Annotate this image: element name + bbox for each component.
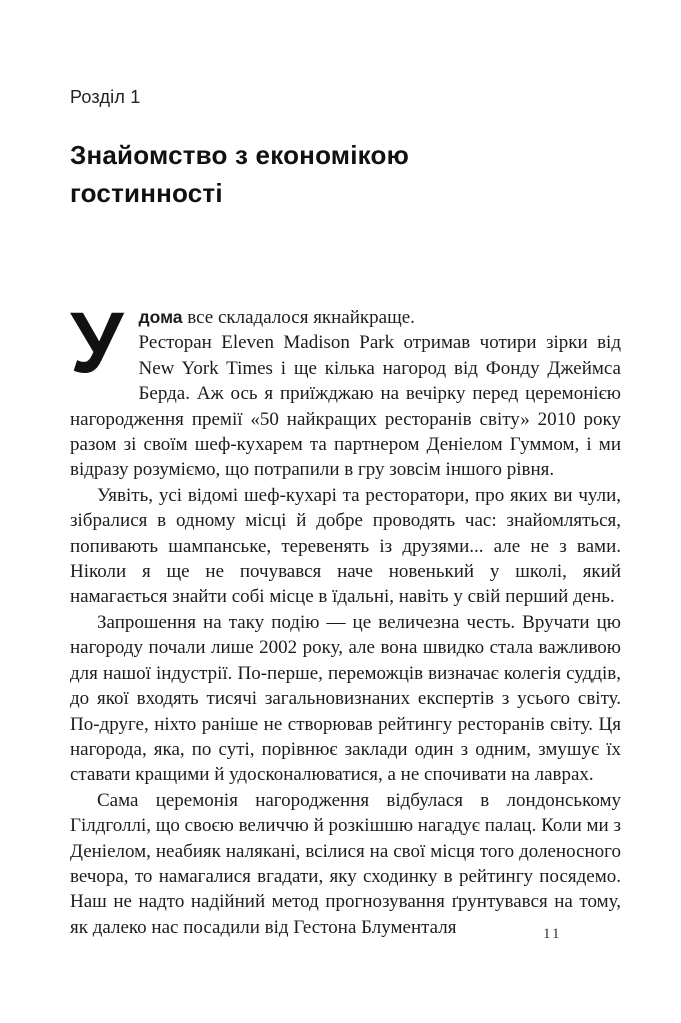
chapter-title: Знайомство з економікою гостинності: [70, 140, 410, 208]
paragraph: Ресторан Eleven Madison Park отримав чотири зірки від New York Times і ще кілька нагород від Фонду Джеймса Берда. Аж ось я приїжджаю на вечірку перед церемонією нагородження премії «50 найкращих ресторанів світу» 2010 року разом зі своїм шеф-кухарем та партнером Деніелом Гуммом, і ми відразу розуміємо, що потрапили в гру зовсім іншого рівня.: [70, 332, 621, 481]
paragraph: Уявіть, усі відомі шеф-кухарі та ресторатори, про яких ви чули, зібралися в одному місці й добре проводять час: знайомляться, попивають шампанське, теревенять із друзями... але не з вами. Ніколи я ще не почувався наче новенький у школі, який намагається знайти собі місце в їдальні, навіть у свій перший день.: [70, 484, 621, 608]
drop-cap: У: [70, 295, 124, 391]
page-number: 11: [543, 926, 562, 942]
paragraph: Сама церемонія нагородження відбулася в лондонському Гілдголлі, що своєю величчю й розкішшю нагадує палац. Коли ми з Деніелом, неабияк налякані, всілися на свої місця того доленосного вечора, то намагалися вгадати, яку сходинку в рейтингу посядемо. Наш не надто надійний метод прогнозування ґрунтувався на тому, як далеко нас посадили від Гестона Блументаля: [70, 789, 621, 938]
opening-rest: все складалося якнайкраще.: [182, 307, 415, 328]
paragraph: Запрошення на таку подію — це величезна честь. Вручати цю нагороду почали лише 2002 року, але вона швидко стала важливою для нашої індустрії. По-перше, переможців визначає колегія суддів, до якої входять тисячі загальновизнаних експертів з усього світу. По-друге, ніхто раніше не створював рейтингу ресторанів світу. Ця нагорода, яка, по суті, порівнює заклади один з одним, змушує їх ставати кращими й удосконалюватися, а не спочивати на лаврах.: [70, 611, 621, 786]
chapter-label: Розділ 1: [70, 87, 141, 107]
opening-bold-word: дома: [138, 307, 183, 327]
body-text: [70, 295, 621, 940]
paragraph-opening: [70, 305, 621, 330]
